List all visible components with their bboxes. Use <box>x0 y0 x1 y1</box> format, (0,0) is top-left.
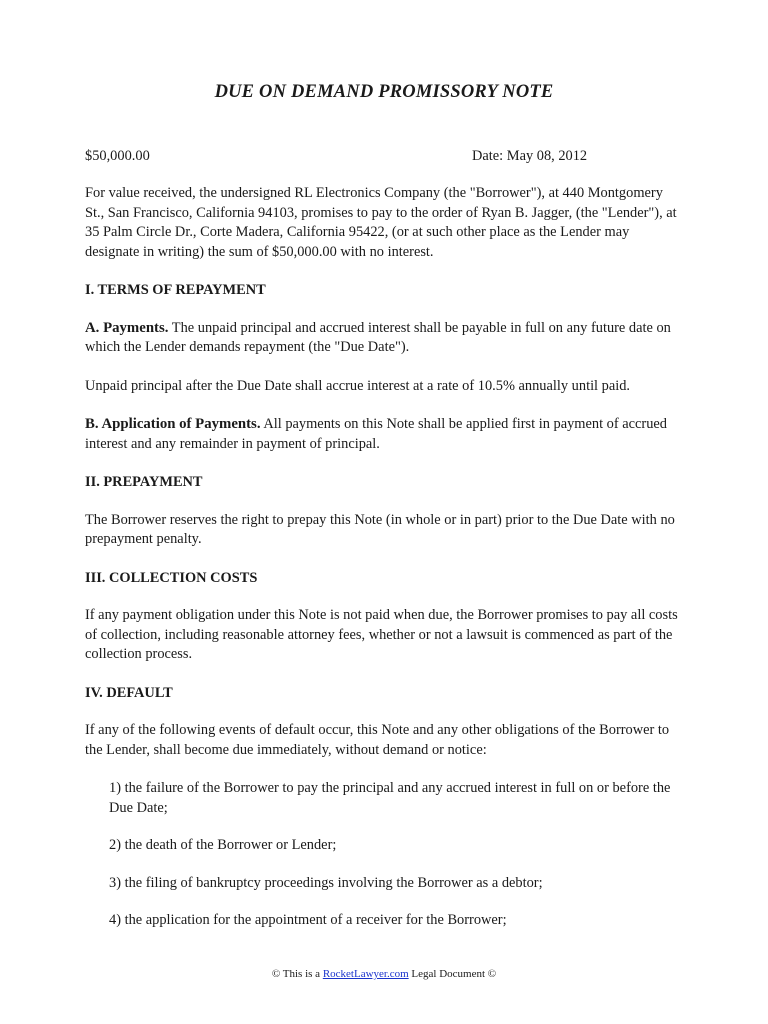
collection-paragraph: If any payment obligation under this Note is not paid when due, the Borrower promises to pay all costs of collection, including reasonable attorney fees, whether or not a lawsuit is commenced as part of the collection process. <box>85 607 678 662</box>
section-heading-prepayment: II. PREPAYMENT <box>85 474 203 490</box>
default-item-4: 4) the application for the appointment of a receiver for the Borrower; <box>109 912 507 928</box>
default-paragraph: If any of the following events of default occur, this Note and any other obligations of the Borrower to the Lender, shall become due immediately, without demand or notice: <box>85 722 670 758</box>
default-item-2: 2) the death of the Borrower or Lender; <box>109 837 337 853</box>
application-paragraph <box>85 415 683 454</box>
date-label: Date: <box>472 148 504 164</box>
document-body <box>85 184 683 949</box>
rocketlawyer-link[interactable]: RocketLawyer.com <box>322 968 409 980</box>
section-heading-collection: III. COLLECTION COSTS <box>85 569 258 586</box>
section-heading-repayment: I. TERMS OF REPAYMENT <box>85 282 266 298</box>
application-text: All payments on this Note shall be applied first in payment of accrued interest and any remainder in payment of principal. <box>85 416 667 452</box>
note-amount: $50,000.00 <box>85 148 150 164</box>
default-item-1: 1) the failure of the Borrower to pay the principal and any accrued interest in full on or before the Due Date; <box>109 780 671 816</box>
payments-text: The unpaid principal and accrued interest shall be payable in full on any future date on which the Lender demands repayment (the "Due Date"). <box>85 319 671 355</box>
document-footer <box>0 966 768 982</box>
document-title: DUE ON DEMAND PROMISSORY NOTE <box>214 82 554 102</box>
interest-paragraph: Unpaid principal after the Due Date shall accrue interest at a rate of 10.5% annually until paid. <box>85 377 631 394</box>
payments-lead: A. Payments. <box>85 319 169 336</box>
footer-prefix: © This is a <box>271 968 321 980</box>
footer-suffix: Legal Document © <box>411 968 497 980</box>
note-date <box>472 146 587 166</box>
default-item-3: 3) the filing of bankruptcy proceedings involving the Borrower as a debtor; <box>109 874 543 891</box>
intro-paragraph: For value received, the undersigned RL Electronics Company (the "Borrower"), at 440 Montgomery St., San Francisco, California 94103, promises to pay to the order of Ryan B. Jagger, (the "Lender"), at 35 Palm Circle Dr., Corte Madera, California 95422, (or at such other place as the Lender may designate in writing) the sum of $50,000.00 with no interest. <box>85 185 677 260</box>
payments-paragraph <box>85 319 683 358</box>
application-lead: B. Application of Payments. <box>85 416 261 432</box>
section-heading-default: IV. DEFAULT <box>85 684 173 701</box>
date-value: May 08, 2012 <box>506 148 588 164</box>
document-page <box>85 0 683 1024</box>
prepayment-paragraph: The Borrower reserves the right to prepay this Note (in whole or in part) prior to the Due Date with no prepayment penalty. <box>85 511 675 547</box>
amount-date-row <box>85 146 683 166</box>
